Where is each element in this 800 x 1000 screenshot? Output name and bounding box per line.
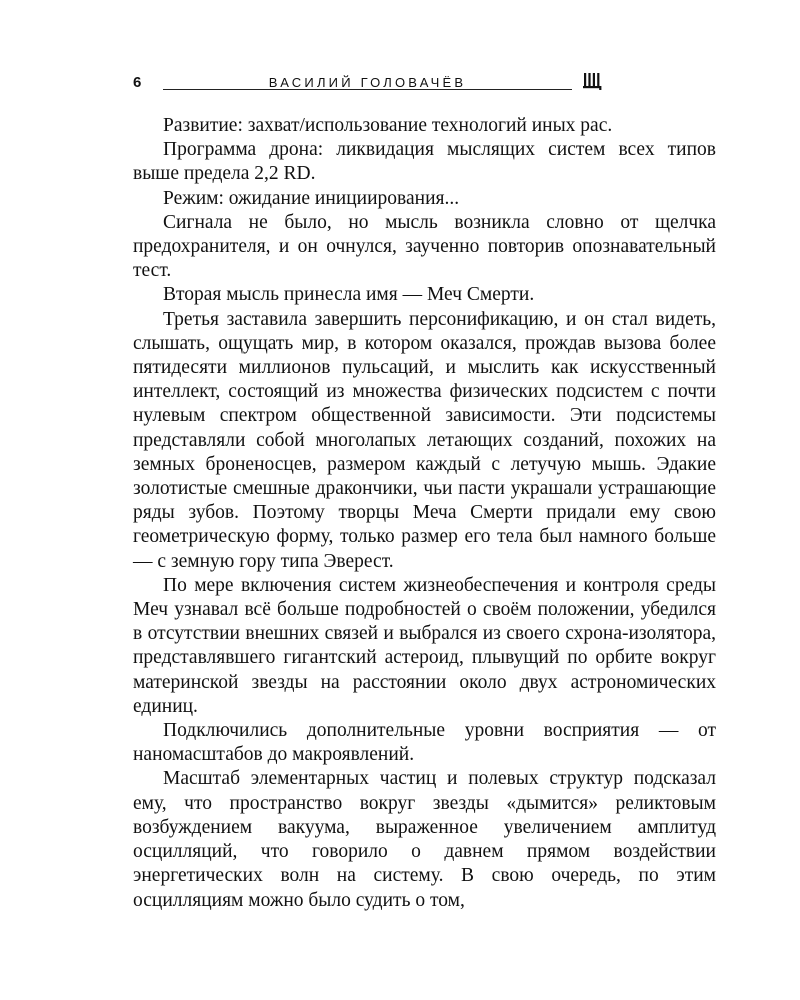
body-text: [133, 114, 716, 913]
paragraph: Вторая мысль принесла имя — Меч Смерти.: [163, 284, 535, 306]
paragraph: Сигнала не было, но мысль возникла словно от щелчка предохранителя, и он очнулся, заученно повторив опознавательный тест.: [133, 211, 716, 282]
paragraph: Режим: ожидание инициирования...: [163, 187, 460, 209]
header-rule: [163, 89, 572, 90]
paragraph: Третья заставила завершить персонификацию, и он стал видеть, слышать, ощущать мир, в котором оказался, прождав вызова более пятидесяти миллионов пульсаций, и мыслить как искусственный интеллект, состоящий из множества физических подсистем с почти нулевым спектром общественной зависимости. Эти подсистемы представляли собой многолапых летающих созданий, похожих на земных броненосцев, размером каждый с летучую мышь. Эдакие золотистые смешные дракончики, чьи пасти украшали устрашающие ряды зубов. Поэтому творцы Меча Смерти придали ему свою геометрическую форму, только размер его тела был намного больше — с земную гору типа Эверест.: [133, 308, 716, 572]
paragraph: По мере включения систем жизнеобеспечения и контроля среды Меч узнавал всё больше подробностей о своём положении, убедился в отсутствии внешних связей и выбрался из своего схрона-изолятора, представлявшего гигантский астероид, плывущий по орбите вокруг материнской звезды на расстоянии около двух астрономических единиц.: [133, 574, 716, 717]
paragraph: Подключились дополнительные уровни восприятия — от наномасштабов до макроявлений.: [133, 720, 716, 766]
running-head-author: ВАСИЛИЙ ГОЛОВАЧЁВ: [268, 75, 467, 90]
paragraph: Программа дрона: ликвидация мыслящих систем всех типов выше предела 2,2 RD.: [133, 139, 716, 185]
paragraph: Развитие: захват/использование технологий иных рас.: [163, 115, 613, 136]
page-number: 6: [133, 74, 142, 91]
publisher-logo-icon: [583, 73, 602, 90]
paragraph: Масштаб элементарных частиц и полевых структур подсказал ему, что пространство вокруг звезды «дымится» реликтовым возбуждением вакуума, выраженное увеличением амплитуд осцилляций, что говорило о давнем прямом воздействии энергетических волн на систему. В свою очередь, по этим осцилляциям можно было судить о том,: [133, 768, 716, 911]
page-header: [133, 68, 602, 98]
